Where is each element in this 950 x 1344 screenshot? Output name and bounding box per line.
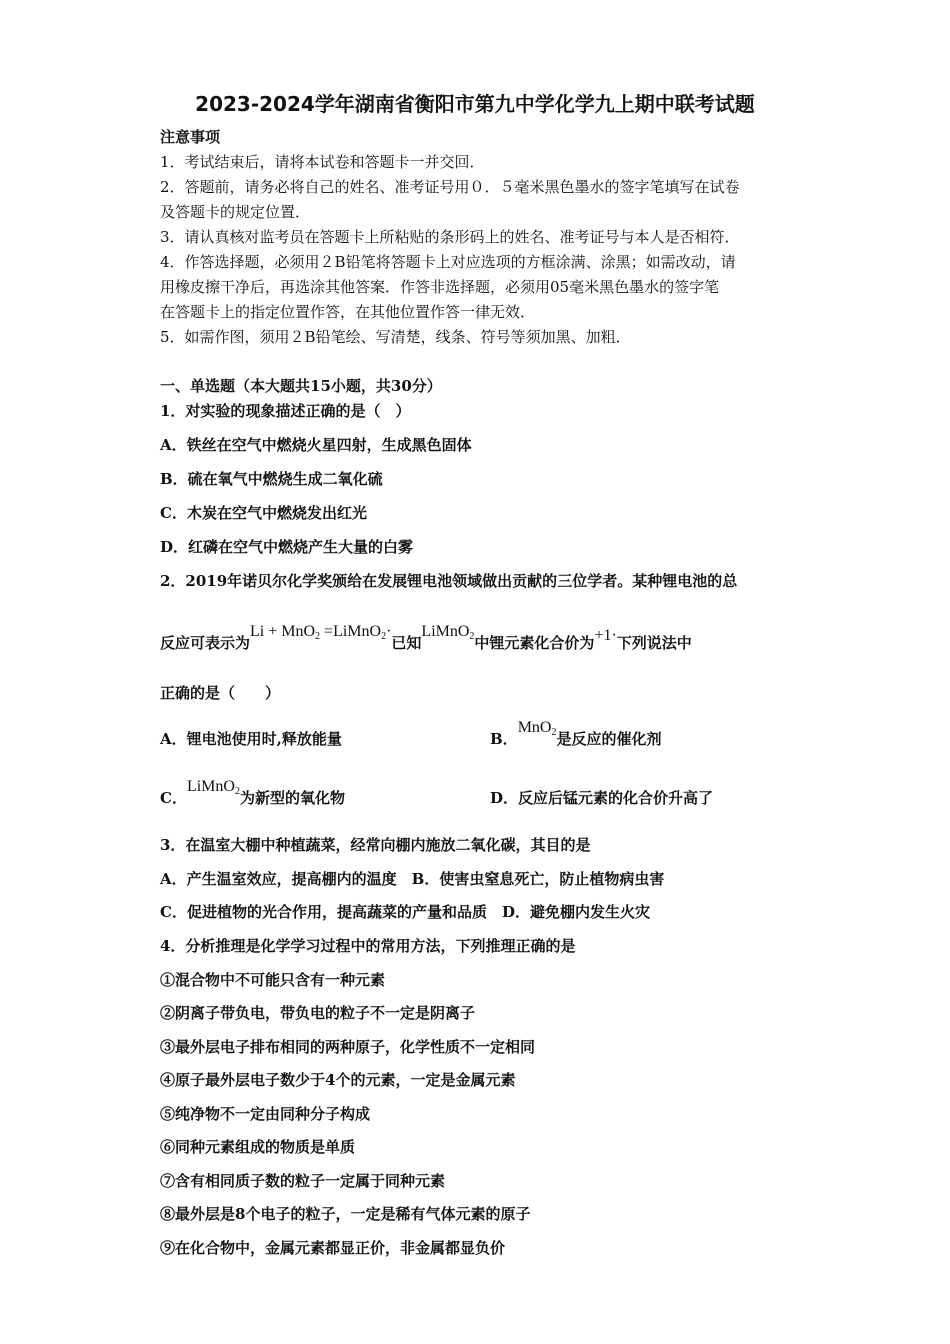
q2-option-d: D．反应后锰元素的化合价升高了 — [490, 789, 714, 807]
notice-line-4: 3．请认真核对监考员在答题卡上所粘贴的条形码上的姓名、准考证号与本人是否相符． — [160, 228, 740, 246]
q2-stem-line-3: 正确的是（ ） — [160, 684, 281, 702]
q1-option-a: A．铁丝在空气中燃烧火星四射，生成黑色固体 — [160, 436, 472, 454]
q2-stem-pre: 反应可表示为 — [160, 634, 251, 652]
q4-item-7: ⑦含有相同质子数的粒子一定属于同种元素 — [160, 1172, 446, 1190]
notice-line-8: 5．如需作图，须用２B铅笔绘、写清楚，线条、符号等须加黑、加粗． — [160, 328, 631, 346]
q1-option-d: D．红磷在空气中燃烧产生大量的白雾 — [160, 538, 414, 556]
q4-item-5: ⑤纯净物不一定由同种分子构成 — [160, 1105, 371, 1123]
q2-stem-mid: 已知 — [391, 634, 422, 652]
q3-stem: 3．在温室大棚中种植蔬菜，经常向棚内施放二氧化碳，其目的是 — [160, 836, 591, 854]
q2-stem-line-1: 2．2019年诺贝尔化学奖颁给在发展锂电池领域做出贡献的三位学者。某种锂电池的总 — [160, 572, 738, 590]
q1-option-b: B．硫在氧气中燃烧生成二氧化硫 — [160, 470, 383, 488]
q4-item-9: ⑨在化合物中，金属元素都显正价，非金属都显负价 — [160, 1239, 506, 1257]
q4-item-1: ①混合物中不可能只含有一种元素 — [160, 971, 386, 989]
q2-option-a: A．锂电池使用时,释放能量 — [160, 730, 342, 748]
limno2-formula: LiMnO$_2$ — [421, 623, 475, 642]
q2-stem-post: 下列说法中 — [616, 634, 692, 652]
q2-option-c: C．LiMnO$_2$为新型的氧化物 — [160, 778, 345, 807]
q3-options-cd: C．促进植物的光合作用，提高蔬菜的产量和品质 D．避免棚内发生火灾 — [160, 903, 650, 921]
section-heading: 一、单选题（本大题共15小题，共30分） — [160, 377, 442, 395]
notice-line-3: 及答题卡的规定位置． — [160, 203, 311, 221]
reaction-formula: Li + MnO$_2$ =LiMnO$_2$· — [250, 623, 392, 642]
q1-stem: 1．对实验的现象描述正确的是（ ） — [160, 402, 411, 420]
notice-line-2: 2．答题前，请务必将自己的姓名、准考证号用０．５毫米黑色墨水的签字笔填写在试卷 — [160, 178, 740, 196]
q2-stem-mid2: 中锂元素化合价为 — [474, 634, 595, 652]
page-title: 2023-2024学年湖南省衡阳市第九中学化学九上期中联考试题 — [195, 92, 755, 116]
q4-stem: 4．分析推理是化学学习过程中的常用方法，下列推理正确的是 — [160, 937, 576, 955]
q4-item-6: ⑥同种元素组成的物质是单质 — [160, 1138, 356, 1156]
q3-options-ab: A．产生温室效应，提高棚内的温度 B．使害虫窒息死亡，防止植物病虫害 — [160, 870, 665, 888]
q4-item-2: ②阴离子带负电，带负电的粒子不一定是阴离子 — [160, 1004, 476, 1022]
notice-line-7: 在答题卡上的指定位置作答，在其他位置作答一律无效． — [160, 303, 536, 321]
limno2-formula-c: LiMnO$_2$ — [186, 778, 240, 797]
valence-value: +1· — [594, 627, 617, 644]
q1-option-c: C．木炭在空气中燃烧发出红光 — [160, 504, 367, 522]
q2-stem-line-2 — [160, 623, 692, 659]
notice-heading: 注意事项 — [160, 128, 221, 146]
q4-item-3: ③最外层电子排布相同的两种原子，化学性质不一定相同 — [160, 1038, 536, 1056]
notice-line-5: 4．作答选择题，必须用２B铅笔将答题卡上对应选项的方框涂满、涂黑；如需改动，请 — [160, 253, 736, 271]
q2-option-b: B．MnO$_2$是反应的催化剂 — [490, 719, 662, 748]
notice-line-6: 用橡皮擦干净后，再选涂其他答案．作答非选择题，必须用05毫米黑色墨水的签字笔 — [160, 278, 720, 296]
notice-line-1: 1．考试结束后，请将本试卷和答题卡一并交回． — [160, 153, 485, 171]
mno2-formula: MnO$_2$ — [517, 719, 557, 738]
q4-item-8: ⑧最外层是8个电子的粒子，一定是稀有气体元素的原子 — [160, 1205, 531, 1223]
q4-item-4: ④原子最外层电子数少于4个的元素，一定是金属元素 — [160, 1071, 516, 1089]
